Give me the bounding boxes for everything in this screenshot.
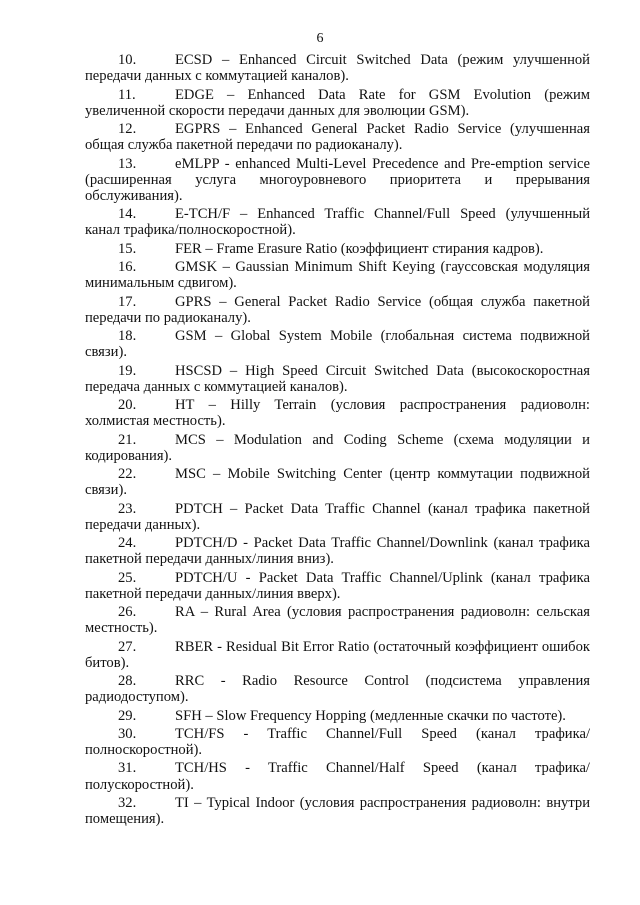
list-item (85, 795, 590, 827)
item-text: PDTCH – Packet Data Traffic Channel (канал трафика пакетной передачи данных). (85, 500, 590, 533)
item-text: MCS – Modulation and Coding Scheme (схема модуляции и кодирования). (85, 431, 590, 464)
list-item (85, 708, 590, 724)
list-item (85, 259, 590, 291)
item-number: 22. (118, 466, 137, 482)
item-number: 29. (118, 707, 137, 724)
item-text: GMSK – Gaussian Minimum Shift Keying (гауссовская модуляция минимальным сдвигом). (85, 259, 590, 292)
list-item (85, 87, 590, 119)
list-item (85, 121, 590, 153)
item-number: 18. (118, 328, 137, 344)
item-text: TCH/FS - Traffic Channel/Full Speed (канал трафика/ полноскоростной). (85, 725, 590, 758)
list-item (85, 604, 590, 636)
item-text: E-TCH/F – Enhanced Traffic Channel/Full Speed (улучшенный канал трафика/полноскоростной). (85, 206, 590, 239)
item-number: 23. (118, 500, 137, 517)
item-number: 16. (118, 259, 137, 275)
list-item (85, 52, 590, 84)
list-item (85, 328, 590, 360)
item-number: 27. (118, 638, 137, 655)
list-item (85, 363, 590, 395)
list-item (85, 535, 590, 567)
list-item (85, 639, 590, 671)
item-text: FER – Frame Erasure Ratio (коэффициент стирания кадров). (175, 240, 544, 257)
item-number: 24. (118, 535, 137, 551)
list-item (85, 156, 590, 205)
item-text: RA – Rural Area (условия распространения радиоволн: сельская местность). (85, 604, 590, 637)
item-number: 28. (118, 673, 137, 689)
item-text: SFH – Slow Frequency Hopping (медленные скачки по частоте). (175, 707, 566, 724)
list-item (85, 726, 590, 758)
item-number: 13. (118, 155, 137, 172)
item-text: HT – Hilly Terrain (условия распространения радиоволн: холмистая местность). (85, 397, 590, 430)
list-item (85, 760, 590, 792)
item-number: 32. (118, 794, 137, 811)
list-item (85, 432, 590, 464)
item-number: 30. (118, 725, 137, 742)
item-number: 12. (118, 121, 137, 137)
item-number: 26. (118, 604, 137, 620)
item-number: 10. (118, 52, 137, 68)
list-item (85, 570, 590, 602)
item-number: 17. (118, 293, 137, 310)
list-item (85, 501, 590, 533)
item-text: PDTCH/D - Packet Data Traffic Channel/Downlink (канал трафика пакетной передачи данных/линия вниз). (85, 535, 590, 568)
item-text: GPRS – General Packet Radio Service (общая служба пакетной передачи по радиоканалу). (85, 293, 590, 326)
page-number: 6 (316, 31, 324, 46)
list-item (85, 206, 590, 238)
item-text: PDTCH/U - Packet Data Traffic Channel/Uplink (канал трафика пакетной передачи данных/линия вверх). (85, 569, 590, 602)
item-text: MSC – Mobile Switching Center (центр коммутации подвижной связи). (85, 466, 590, 499)
item-number: 15. (118, 240, 137, 257)
item-number: 19. (118, 362, 137, 379)
item-text: RRC - Radio Resource Control (подсистема управления радиодоступом). (85, 673, 590, 706)
item-number: 14. (118, 206, 137, 223)
item-text: TCH/HS - Traffic Channel/Half Speed (канал трафика/ полускоростной). (85, 760, 590, 793)
item-number: 21. (118, 431, 137, 448)
item-text: RBER - Residual Bit Error Ratio (остаточный коэффициент ошибок битов). (85, 638, 590, 671)
item-number: 20. (118, 397, 137, 413)
item-number: 11. (118, 86, 136, 103)
list-item (85, 673, 590, 705)
item-text: EDGE – Enhanced Data Rate for GSM Evolution (режим увеличенной скорости передачи данных для эволюции GSM). (85, 86, 590, 119)
list-item (85, 294, 590, 326)
list-item (85, 241, 590, 257)
item-number: 25. (118, 569, 137, 586)
list-item (85, 397, 590, 429)
item-text: ECSD – Enhanced Circuit Switched Data (режим улучшенной передачи данных с коммутацией каналов). (85, 52, 590, 85)
abbreviation-list (85, 52, 590, 829)
list-item (85, 466, 590, 498)
item-text: EGPRS – Enhanced General Packet Radio Service (улучшенная общая служба пакетной передачи по радиоканалу). (85, 121, 590, 154)
item-number: 31. (118, 760, 137, 777)
item-text: GSM – Global System Mobile (глобальная система подвижной связи). (85, 328, 590, 361)
item-text: HSCSD – High Speed Circuit Switched Data (высокоскоростная передача данных с коммутацией каналов). (85, 362, 590, 395)
item-text: eMLPP - enhanced Multi-Level Precedence and Pre-emption service (расширенная услуга многоуровневого приоритета и прерывания обслуживания). (85, 155, 590, 204)
item-text: TI – Typical Indoor (условия распространения радиоволн: внутри помещения). (85, 794, 590, 827)
